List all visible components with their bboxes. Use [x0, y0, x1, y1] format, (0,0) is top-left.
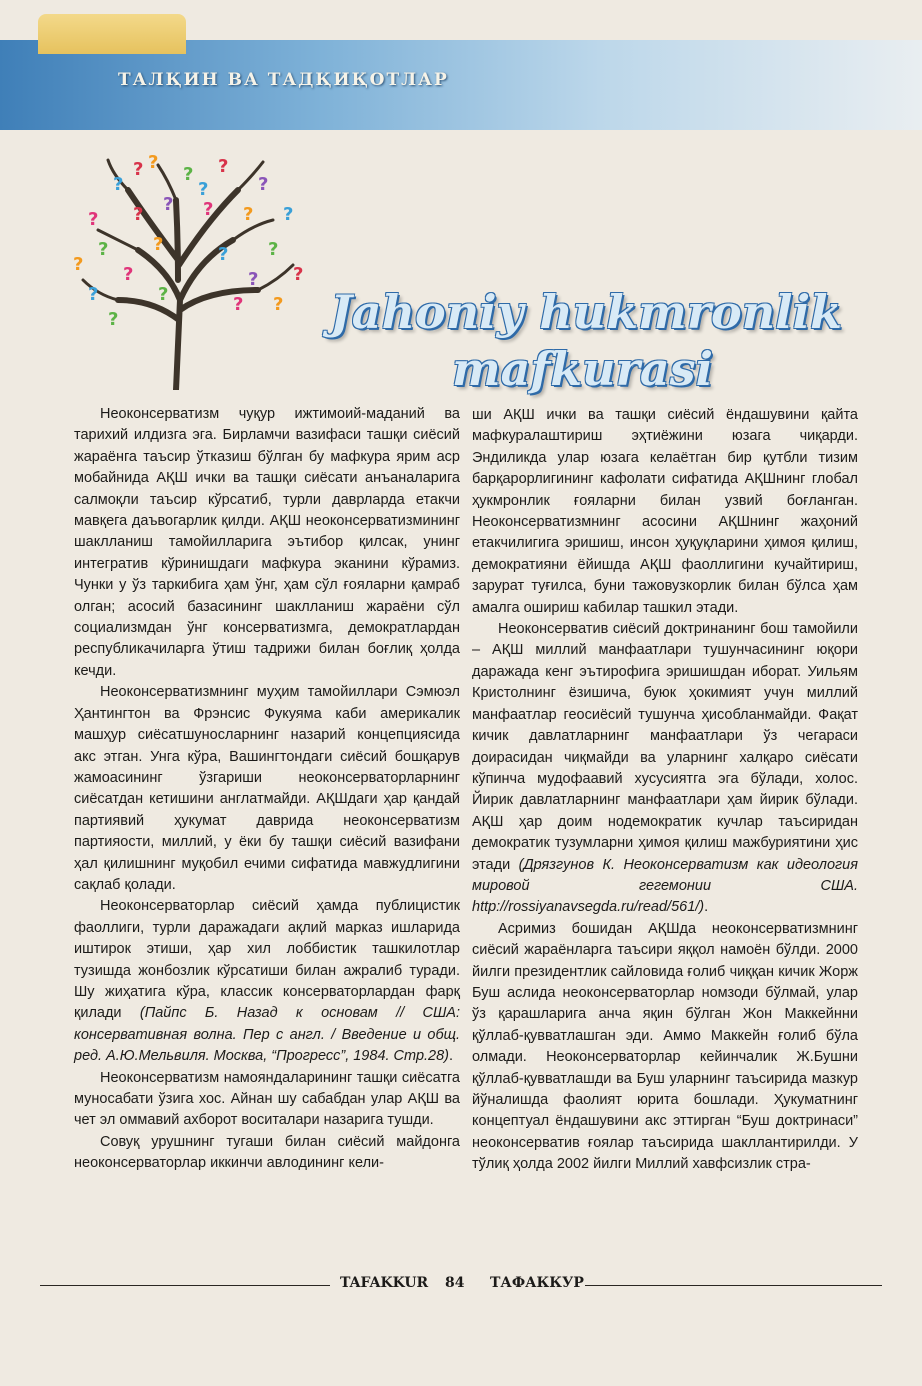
svg-text:?: ?	[218, 244, 229, 265]
footer-journal-cyrillic: ТАФАККУР	[490, 1275, 584, 1291]
svg-text:?: ?	[183, 164, 194, 185]
svg-text:?: ?	[258, 174, 269, 195]
svg-text:?: ?	[243, 204, 254, 225]
svg-text:?: ?	[133, 204, 144, 225]
paragraph	[472, 619, 858, 919]
page-footer	[40, 1273, 882, 1297]
footer-rule-right	[585, 1285, 882, 1286]
paragraph: ши АҚШ ички ва ташқи сиёсий ёндашувини қайта мафкуралаштириш эҳтиёжини юзага чиқарди. Эндиликда улар юзага келаётган бир қутбли тизим барқарорлигининг кафолати сифатида АҚШнинг глобал ҳукмронлик ғояларни билан узвий боғланган. Неоконсерватизмнинг асосини АҚШнинг жаҳоний етакчилигига эришиш, инсон ҳуқуқларини ҳимоя қилиш, демократияни ёйишда АҚШ фаоллигини кучайтириш, зарурат туғилса, буни тажовузкорлик билан бўлса ҳам амалга ошириш кабилар ташкил этади.	[472, 407, 858, 616]
article-title-line1: Jahoniy hukmronlik	[330, 285, 842, 339]
paragraph-text: Неоконсерваторлар сиёсий ҳамда публицистик фаоллиги, турли даражадаги ақлий марказ ишларида иштирок этиши, ҳар хил лоббистик ташкилотлар тузишда жонбозлик кўрсатиши билан ажралиб туради. Шу жиҳатига кўра, классик консерваторлардан фарқ қилади	[74, 898, 460, 1022]
paragraph: Неоконсерватизм намояндаларининг ташқи сиёсатга муносабати ўзига хос. Айнан шу сабабдан улар АҚШ ва чет эл оммавий ахборот воситалари назарига тушди.	[74, 1069, 460, 1129]
svg-text:?: ?	[88, 284, 99, 305]
right-column	[472, 405, 858, 1176]
question-tree-illustration	[58, 150, 318, 390]
svg-text:?: ?	[158, 284, 169, 305]
paragraph-end: .	[704, 899, 709, 916]
svg-text:?: ?	[218, 156, 229, 177]
paragraph-end: .	[449, 1048, 454, 1065]
footer-rule-left	[40, 1285, 330, 1286]
paragraph	[74, 896, 460, 1067]
svg-text:?: ?	[163, 194, 174, 215]
page-number: 84	[445, 1275, 465, 1291]
svg-text:?: ?	[113, 174, 124, 195]
paragraph: Совуқ урушнинг тугаши билан сиёсий майдонга неоконсерваторлар иккинчи авлодининг кели-	[74, 1133, 460, 1172]
section-title: ТАЛҚИН ВА ТАДҚИҚОТЛАР	[118, 70, 449, 90]
svg-text:?: ?	[123, 264, 134, 285]
svg-text:?: ?	[268, 239, 279, 260]
svg-text:?: ?	[233, 294, 244, 315]
paragraph: Асримиз бошидан АҚШда неоконсерватизмнинг сиёсий жараёнларга таъсири яққол намоён бўлди. 2000 йилги президентлик сайловида ғолиб чиққан кичик Жорж Буш аслида неоконсерваторлар номзоди бўлмай, улар ўз қарашларига анча яқин бўлган Жон Маккейнни қўллаб-қувватлашган эди. Аммо Маккейн ғолиб бўла олмади. Неоконсерваторлар кейинчалик Ж.Бушни қўллаб-қувватлашди ва Буш уларнинг таъсирида мазкур йўналишда фаолият юрита бошлади. Ҳукуматнинг концептуал ёндашувини акс эттирган “Буш доктринаси” неоконсерватив ғоялар таъсирида шакллантирилди. У тўлиқ ҳолда 2002 йилги Миллий хавфсизлик стра-	[472, 920, 858, 1173]
paragraph: Неоконсерватизм чуқур ижтимоий-маданий ва тарихий илдизга эга. Бирламчи вазифаси ташқи сиёсий жараёнга таъсир ўтказиш бўлган бу мафкура ярим аср мобайнида АҚШ ички ва ташқи сиёсати анъаналарига салмоқли таъсир кўрсатиб, турли даврларда етакчи мавқега даъвогарлик қилди. АҚШ неоконсерватизмининг шаклланиш тамойилларига эътибор қилсак, унинг интегратив кўринишдаги мафкура эканини кўрамиз. Чунки у ўз таркибига ҳам ўнг, ҳам сўл ғояларни қамраб олган; асосий базасининг шаклланиш жараёни сўл социализмдан ўнг консерватизмга, демократлардан республикачиларга ўтиш тадрижи билан боғлиқ ҳолда кечди.	[74, 406, 460, 679]
svg-text:?: ?	[273, 294, 284, 315]
svg-text:?: ?	[248, 269, 259, 290]
left-column	[74, 404, 460, 1175]
svg-text:?: ?	[153, 234, 164, 255]
citation: (Пайпс Б. Назад к основам // США: консервативная волна. Пер с англ. / Введение и общ. ред. А.Ю.Мельвиля. Москва, “Прогресс”, 1984. Стр.28)	[74, 1005, 460, 1065]
svg-text:?: ?	[133, 159, 144, 180]
svg-text:?: ?	[73, 254, 84, 275]
citation: (Дрязгунов К. Неоконсерватизм как идеология мировой гегемонии США. http://rossiyanavsegda.ru/read/561/)	[472, 856, 858, 916]
svg-text:?: ?	[203, 199, 214, 220]
svg-text:?: ?	[88, 209, 99, 230]
svg-text:?: ?	[148, 152, 159, 173]
svg-text:?: ?	[198, 179, 209, 200]
footer-journal-latin: TAFAKKUR	[340, 1275, 429, 1291]
svg-text:?: ?	[293, 264, 304, 285]
svg-text:?: ?	[108, 309, 119, 330]
header-folder-tab	[38, 14, 186, 54]
svg-text:?: ?	[98, 239, 109, 260]
article-title-line2: mafkurasi	[452, 342, 713, 396]
paragraph-text: Неоконсерватив сиёсий доктринанинг бош тамойили – АҚШ миллий манфаатлари тушунчасининг юқори даражада кенг эътирофига эришишдан иборат. Уильям Кристолнинг ёзишича, буюк ҳокимият учун миллий манфаатлар геосиёсий тушунча ҳисобланмайди. Фақат кичик давлатларнинг манфаатлари ўз чегараси доирасидан чиқмайди ва уларнинг халқаро сиёсати кўпинча мудофаавий хусусиятга эга бўлади, холос. Йирик давлатларнинг манфаатлари ҳам йирик бўлади. АҚШ ҳар доим нодемократик кучлар таъсиридан демократик тузумларни ҳимоя қилиш мажбуриятини ҳис этади	[472, 621, 858, 873]
svg-text:?: ?	[283, 204, 294, 225]
paragraph: Неоконсерватизмнинг муҳим тамойиллари Сэмюэл Ҳантингтон ва Фрэнсис Фукуяма каби америкалик машҳур сиёсатшуносларнинг назарий концепциясида акс этган. Унга кўра, Вашингтондаги сиёсий бошқарув жамоасининг ўзгариши неоконсерваторларнинг сиёсатдан кетишини англатмайди. АҚШдаги ҳар қандай партиявий ҳукумат даврида неоконсерватизм партияости, миллий, у ёки бу ташқи сиёсий вазифани ҳал қилишнинг муқобил ечими сифатида мавжудлигини сақлаб қолади.	[74, 684, 460, 893]
